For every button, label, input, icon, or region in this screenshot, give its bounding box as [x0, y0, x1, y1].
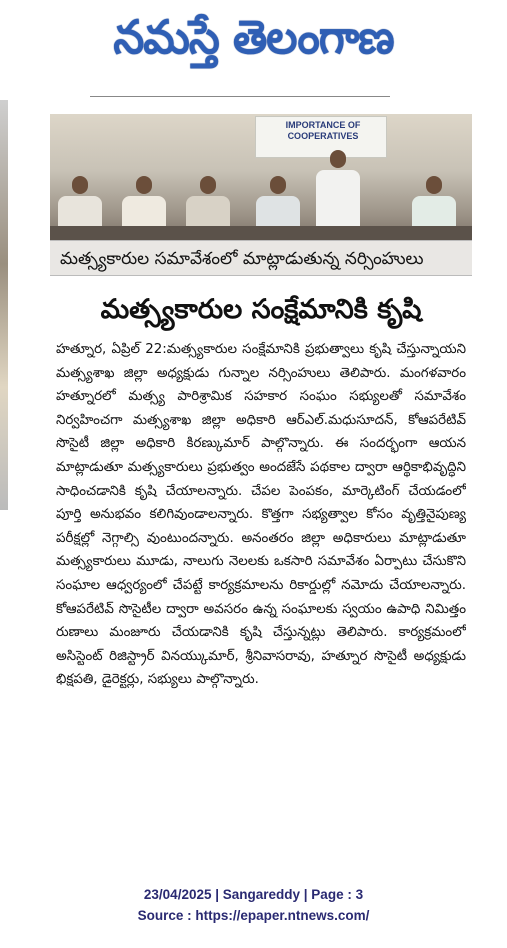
- newspaper-masthead: [0, 0, 507, 80]
- table: [50, 226, 472, 240]
- masthead-title: నమస్తే తెలంగాణ: [113, 10, 394, 65]
- banner-sign-text: IMPORTANCE OF COOPERATIVES: [285, 120, 361, 141]
- article-headline: మత్స్యకారుల సంక్షేమానికి కృషి: [100, 294, 422, 325]
- photo-caption: మత్స్యకారుల సమావేశంలో మాట్లాడుతున్న నర్సింహులు: [50, 240, 472, 276]
- adjacent-article-edge: [0, 100, 8, 510]
- article-body: హత్నూర, ఏప్రిల్ 22:మత్స్యకారుల సంక్షేమానికి ప్రభుత్వాలు కృషి చేస్తున్నాయని మత్స్యశాఖ జిల్లా అధ్యక్షుడు గున్నాల నర్సింహులు తెలిపారు. మంగళవారం హత్నూరలో మత్స్య పారిశ్రామిక సహకార సంఘం సభ్యులతో సమావేశం నిర్వహించగా మత్స్యశాఖ జిల్లా అధికారి ఆర్ఎల్.మధుసూదన్, కోఆపరేటివ్ సొసైటీ జిల్లా అధికారి కిరణ్కుమార్ పాల్గొన్నారు. ఈ సందర్భంగా ఆయన మాట్లాడుతూ మత్స్యకారులు ప్రభుత్వం అందజేసే పథకాల ద్వారా ఆర్థికాభివృద్ధిని సాధించడానికి కృషి చేయాలన్నారు. చేపల పెంపకం, మార్కెటింగ్ చేయడంలో పూర్తి అనుభవం కలిగివుండాలన్నారు. కొత్తగా సభ్యత్వాల కోసం వృత్తినైపుణ్య పరీక్షల్లో నెగ్గాల్సి వుంటుందన్నారు. అనంతరం జిల్లా అధికారులు మాట్లాడుతూ మత్స్యకారులు మూడు, నాలుగు నెలలకు ఒకసారి సమావేశం ఏర్పాటు చేసుకొని సంఘాల ఆధ్వర్యంలో చేపట్టే కార్యక్రమాలను రికార్డుల్లో నమోదు చేయాలన్నారు. కోఆపరేటివ్ సొసైటీల ద్వారా అవసరం ఉన్న సంఘాలకు స్వయం ఉపాధి నిమిత్తం రుణాలు మంజూరు చేయడానికి కృషి చేస్తున్నట్లు తెలిపారు. కార్యక్రమంలో అసిస్టెంట్ రిజిస్ట్రార్ వినయ్కుమార్, శ్రీనివాసరావు, హత్నూర సొసైటీ అధ్యక్షుడు భిక్షపతి, డైరెక్టర్లు, సభ్యులు పాల్గొన్నారు.: [56, 342, 466, 688]
- footer-source: Source : https://epaper.ntnews.com/: [137, 908, 370, 923]
- page-footer: [0, 884, 507, 926]
- footer-date-edition: 23/04/2025 | Sangareddy | Page : 3: [143, 887, 364, 902]
- news-photo: [50, 114, 472, 240]
- top-divider: [90, 96, 390, 97]
